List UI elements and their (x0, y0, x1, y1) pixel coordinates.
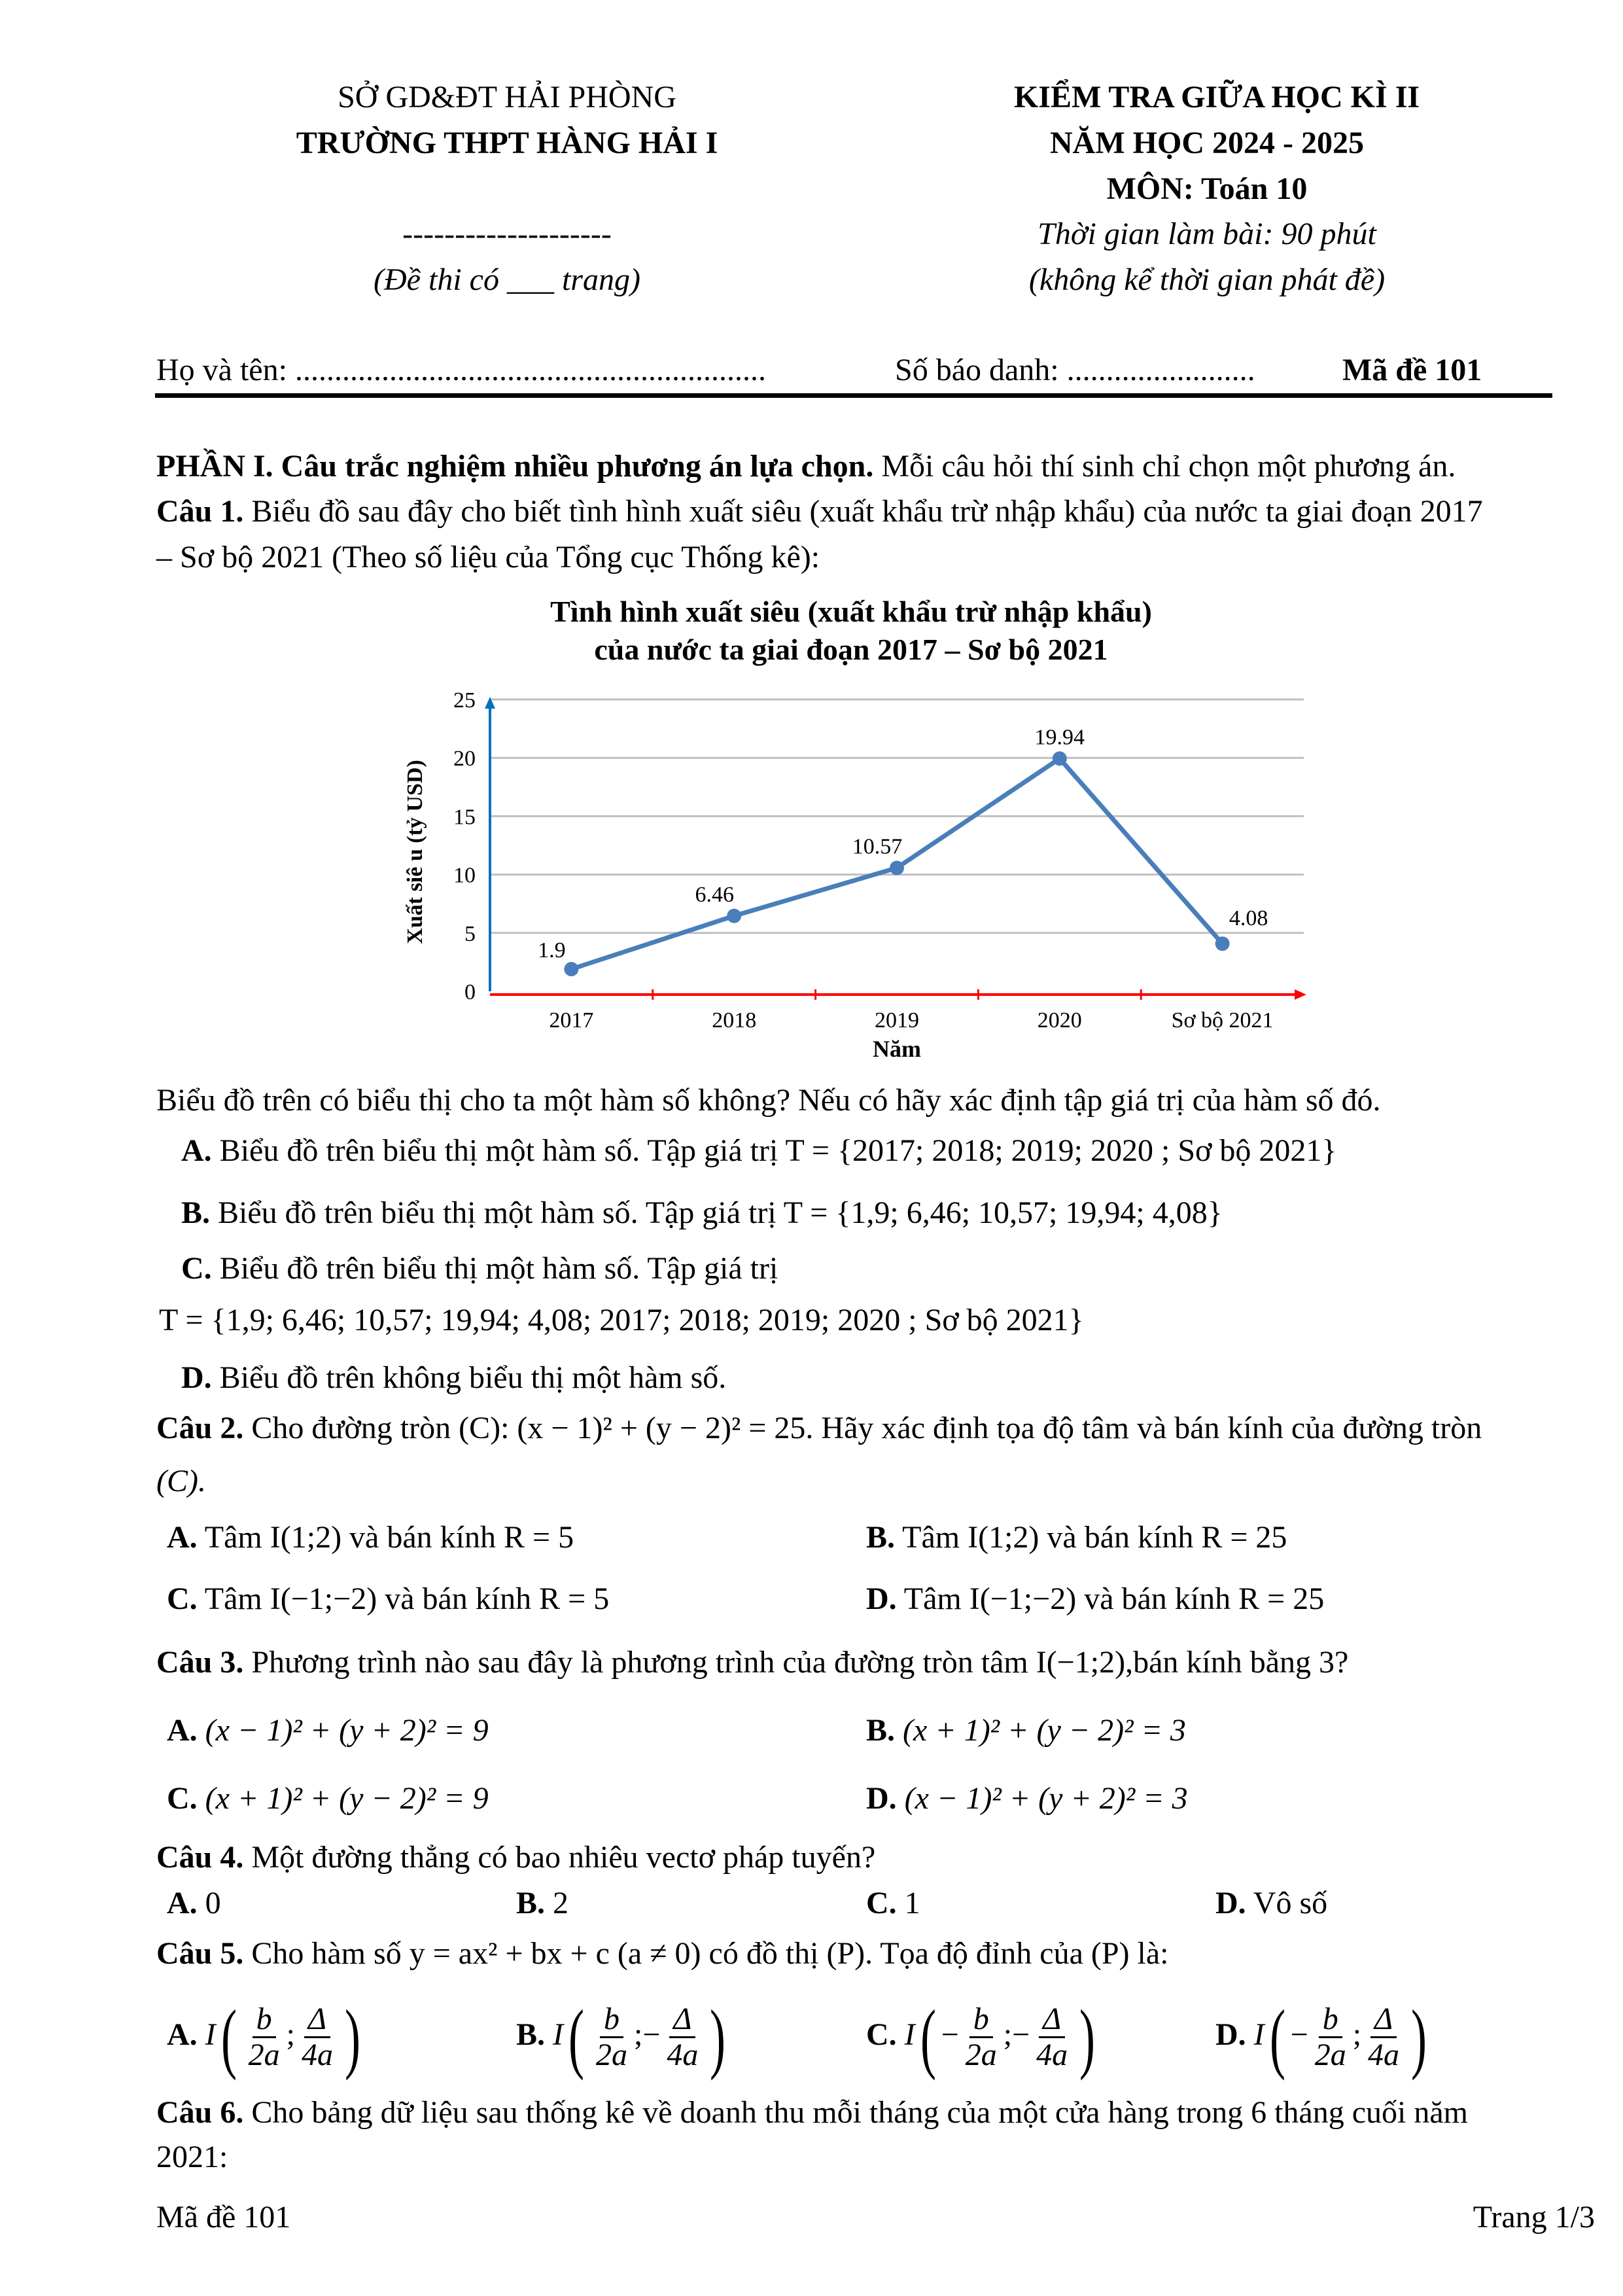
q3-option-b[interactable] (866, 1711, 1186, 1750)
option-label: C. (866, 1886, 897, 1920)
option-label: C. (181, 1251, 212, 1286)
option-label: A. (181, 1133, 212, 1168)
q2-text-1: Cho đường tròn (C): (x − 1)² + (y − 2)² = 25. Hãy xác định tọa độ tâm và bán kính của đường tròn (243, 1411, 1482, 1445)
q1-option-d[interactable] (181, 1358, 726, 1398)
sign: − (1290, 2017, 1308, 2052)
q6-text-2: 2021: (156, 2140, 228, 2174)
fraction (1311, 2002, 1350, 2072)
footer-page-number: Trang 1/3 (1473, 2200, 1595, 2234)
fraction (1032, 2002, 1072, 2072)
numerator: b (600, 2002, 623, 2038)
q4-label: Câu 4. (156, 1840, 244, 1875)
numerator: Δ (304, 2002, 330, 2038)
x-axis-title: Năm (873, 1036, 921, 1062)
school-year: NĂM HỌC 2024 - 2025 (1050, 126, 1364, 160)
option-label: D. (1215, 2017, 1246, 2052)
q1-text-2: – Sơ bộ 2021 (Theo số liệu của Tổng cục Thống kê): (156, 540, 820, 574)
data-point (1215, 936, 1230, 951)
q2-text-2: (C). (156, 1464, 206, 1498)
vertex-point: I (553, 2017, 563, 2052)
data-label: 6.46 (695, 882, 734, 907)
q2-option-b[interactable] (866, 1518, 1287, 1557)
option-text: Biểu đồ trên biểu thị một hàm số. Tập giá trị T = {1,9; 6,46; 10,57; 19,94; 4,08} (210, 1195, 1223, 1230)
option-text: (x + 1)² + (y − 2)² = 9 (197, 1781, 489, 1816)
option-text: Tâm I(−1;−2) và bán kính R = 5 (197, 1581, 610, 1616)
option-label: C. (866, 2017, 897, 2052)
q4-option-c[interactable] (866, 1884, 920, 1923)
q3-label: Câu 3. (156, 1645, 244, 1680)
data-label: 19.94 (1034, 725, 1085, 750)
option-text: Biểu đồ trên không biểu thị một hàm số. (211, 1360, 727, 1395)
option-text: Biểu đồ trên biểu thị một hàm số. Tập giá trị (211, 1251, 778, 1286)
q6-text-1: Cho bảng dữ liệu sau thống kê về doanh thu mỗi tháng của một cửa hàng trong 6 tháng cuối năm (243, 2095, 1469, 2130)
option-label: C. (167, 1781, 198, 1816)
data-label: 10.57 (852, 834, 903, 859)
part1-instruction: Mỗi câu hỏi thí sinh chỉ chọn một phương án. (873, 449, 1456, 484)
q2-option-d[interactable] (866, 1580, 1324, 1619)
left-paren: ( (920, 1993, 936, 2081)
q5-body: Cho hàm số y = ax² + bx + c (a ≠ 0) có đồ thị (P). Tọa độ đỉnh của (P) là: (243, 1936, 1169, 1971)
option-label: A. (167, 1713, 198, 1748)
q1-option-c[interactable] (181, 1249, 778, 1288)
option-label: D. (866, 1781, 897, 1816)
numerator: Δ (1039, 2002, 1065, 2038)
q5-option-b[interactable]: B. I( $\frac{b}{2a}$ ;− $\frac{\Delta}{4a}$ ) (516, 1993, 726, 2081)
option-text: Biểu đồ trên biểu thị một hàm số. Tập giá trị T = {2017; 2018; 2019; 2020 ; Sơ bộ 2021} (211, 1133, 1337, 1168)
left-paren: ( (1269, 1993, 1285, 2081)
school-name: TRƯỜNG THPT HÀNG HẢI I (296, 126, 718, 160)
data-point (564, 962, 578, 976)
part1-title: PHẦN I. Câu trắc nghiệm nhiều phương án lựa chọn. (156, 449, 874, 484)
export-surplus-chart (366, 582, 1321, 1080)
subject: MÔN: Toán 10 (1106, 171, 1308, 206)
y-tick-label: 5 (464, 921, 476, 946)
option-text: Tâm I(1;2) và bán kính R = 25 (895, 1520, 1287, 1555)
q4-text (156, 1838, 875, 1877)
sign: − (941, 2017, 959, 2052)
option-label: A. (167, 1886, 198, 1920)
q3-option-c[interactable] (167, 1779, 489, 1818)
option-label: D. (1215, 1886, 1246, 1920)
q6-text (156, 2093, 1468, 2132)
denominator: 4a (667, 2038, 699, 2073)
numerator: b (1319, 2002, 1342, 2038)
right-paren: ) (1079, 1993, 1096, 2081)
header-dashes: -------------------- (402, 217, 612, 251)
option-text: (x + 1)² + (y − 2)² = 3 (895, 1713, 1186, 1748)
q2-option-c[interactable] (167, 1580, 609, 1619)
option-label: B. (516, 2017, 546, 2052)
numerator: Δ (669, 2002, 695, 2038)
option-label: C. (167, 1581, 198, 1616)
x-tick-label: 2017 (549, 1008, 594, 1033)
y-tick-label: 15 (453, 805, 476, 830)
left-paren: ( (220, 1993, 237, 2081)
option-label: D. (866, 1581, 897, 1616)
part1-heading (156, 447, 1456, 486)
student-id-field[interactable]: Số báo danh: ........................ (895, 353, 1255, 387)
denominator: 2a (248, 2038, 280, 2073)
q5-text (156, 1934, 1169, 1973)
q2-text (156, 1409, 1482, 1448)
exam-code: Mã đề 101 (1342, 353, 1482, 387)
q1-option-b[interactable] (181, 1193, 1223, 1233)
y-axis-title: Xuất siê u (tỷ USD) (403, 760, 427, 944)
q4-option-d[interactable] (1215, 1884, 1327, 1923)
data-point (727, 909, 741, 923)
x-tick-label: 2020 (1037, 1008, 1082, 1033)
q2-label: Câu 2. (156, 1411, 244, 1445)
q3-body: Phương trình nào sau đây là phương trình của đường tròn tâm I(−1;2),bán kính bằng 3? (243, 1645, 1349, 1680)
option-label: B. (866, 1520, 896, 1555)
denominator: 2a (965, 2038, 997, 2073)
fraction (1364, 2002, 1403, 2072)
fraction (298, 2002, 337, 2072)
sign: − (642, 2017, 661, 2052)
denominator: 4a (301, 2038, 333, 2073)
x-tick-label: 2019 (875, 1008, 919, 1033)
numerator: Δ (1370, 2002, 1397, 2038)
y-tick-label: 0 (464, 980, 476, 1004)
q4-body: Một đường thẳng có bao nhiêu vectơ pháp tuyến? (243, 1840, 876, 1875)
x-axis-arrow (1295, 989, 1306, 1000)
q5-option-a[interactable]: A. I( $\frac{b}{2a}$ ; $\frac{\Delta}{4a}$ ) (167, 1993, 360, 2081)
chart-title: Tình hình xuất siêu (xuất khẩu trừ nhập khẩu) (550, 595, 1152, 628)
x-tick-label: Sơ bộ 2021 (1171, 1008, 1274, 1033)
denominator: 4a (1368, 2038, 1400, 2073)
duration-note: (không kể thời gian phát đề) (1028, 262, 1386, 297)
vertex-point: I (1253, 2017, 1265, 2052)
denominator: 4a (1036, 2038, 1068, 2073)
numerator: b (253, 2002, 276, 2038)
q5-option-d[interactable]: D. I( − $\frac{b}{2a}$ ; $\frac{\Delta}{4a}$ ) (1215, 1993, 1427, 2081)
q2-option-a[interactable] (167, 1518, 574, 1557)
q1-text (156, 492, 1483, 531)
data-point (890, 860, 904, 875)
q3-option-a[interactable] (167, 1711, 489, 1750)
exam-title: KIỂM TRA GIỮA HỌC KÌ II (1013, 80, 1420, 115)
q1-text-1: Biểu đồ sau đây cho biết tình hình xuất siêu (xuất khẩu trừ nhập khẩu) của nước ta giai đoạn 2017 (243, 494, 1483, 529)
q3-text (156, 1643, 1348, 1682)
q4-option-b[interactable] (516, 1884, 568, 1923)
left-paren: ( (568, 1993, 584, 2081)
data-point (1053, 751, 1067, 766)
vertex-point: I (205, 2017, 216, 2052)
q1-option-a[interactable] (181, 1131, 1336, 1171)
right-paren: ) (1411, 1993, 1427, 2081)
option-text: Tâm I(1;2) và bán kính R = 5 (197, 1520, 574, 1555)
option-label: B. (866, 1713, 896, 1748)
option-text: 2 (545, 1886, 569, 1920)
y-tick-label: 10 (453, 863, 476, 888)
option-label: B. (181, 1195, 211, 1230)
student-name-field[interactable]: Họ và tên: ............................................................ (156, 353, 766, 387)
q5-label: Câu 5. (156, 1936, 244, 1971)
q5-option-c[interactable]: C. I( − $\frac{b}{2a}$ ;− $\frac{\Delta}{4a}$ ) (866, 1993, 1096, 2081)
option-text: (x − 1)² + (y + 2)² = 3 (896, 1781, 1188, 1816)
fraction (663, 2002, 702, 2072)
denominator: 2a (595, 2038, 627, 2073)
option-label: A. (167, 2017, 198, 2052)
denominator: 2a (1314, 2038, 1346, 2073)
sign: − (1012, 2017, 1030, 2052)
department-name: SỞ GD&ĐT HẢI PHÒNG (338, 80, 676, 115)
option-text: Tâm I(−1;−2) và bán kính R = 25 (896, 1581, 1325, 1616)
fraction (592, 2002, 631, 2072)
q1-label: Câu 1. (156, 494, 244, 529)
option-label: D. (181, 1360, 212, 1395)
option-text: 0 (197, 1886, 221, 1920)
chart-subtitle: của nước ta giai đoạn 2017 – Sơ bộ 2021 (594, 633, 1108, 666)
vertex-point: I (904, 2017, 915, 2052)
q1-question: Biểu đồ trên có biểu thị cho ta một hàm số không? Nếu có hãy xác định tập giá trị của hàm số đó. (156, 1083, 1381, 1118)
option-label: A. (167, 1520, 198, 1555)
exam-duration: Thời gian làm bài: 90 phút (1038, 217, 1376, 251)
data-label: 4.08 (1229, 906, 1268, 931)
option-text: 1 (896, 1886, 920, 1920)
right-paren: ) (344, 1993, 360, 2081)
data-label: 1.9 (538, 938, 566, 963)
x-tick-label: 2018 (712, 1008, 757, 1033)
option-text: (x − 1)² + (y + 2)² = 9 (197, 1713, 489, 1748)
q3-option-d[interactable] (866, 1779, 1188, 1818)
option-label: B. (516, 1886, 546, 1920)
q4-option-a[interactable] (167, 1884, 221, 1923)
right-paren: ) (710, 1993, 726, 2081)
option-text: Vô số (1246, 1886, 1328, 1920)
q6-label: Câu 6. (156, 2095, 244, 2130)
y-tick-label: 20 (453, 747, 476, 771)
fraction (962, 2002, 1001, 2072)
header-divider (155, 393, 1552, 398)
q1-option-c-set: T = {1,9; 6,46; 10,57; 19,94; 4,08; 2017; 2018; 2019; 2020 ; Sơ bộ 2021} (159, 1303, 1084, 1337)
footer-exam-code: Mã đề 101 (156, 2200, 291, 2234)
numerator: b (969, 2002, 993, 2038)
y-tick-label: 25 (453, 688, 476, 713)
fraction (245, 2002, 284, 2072)
page-count-note: (Đề thi có ___ trang) (374, 262, 640, 297)
